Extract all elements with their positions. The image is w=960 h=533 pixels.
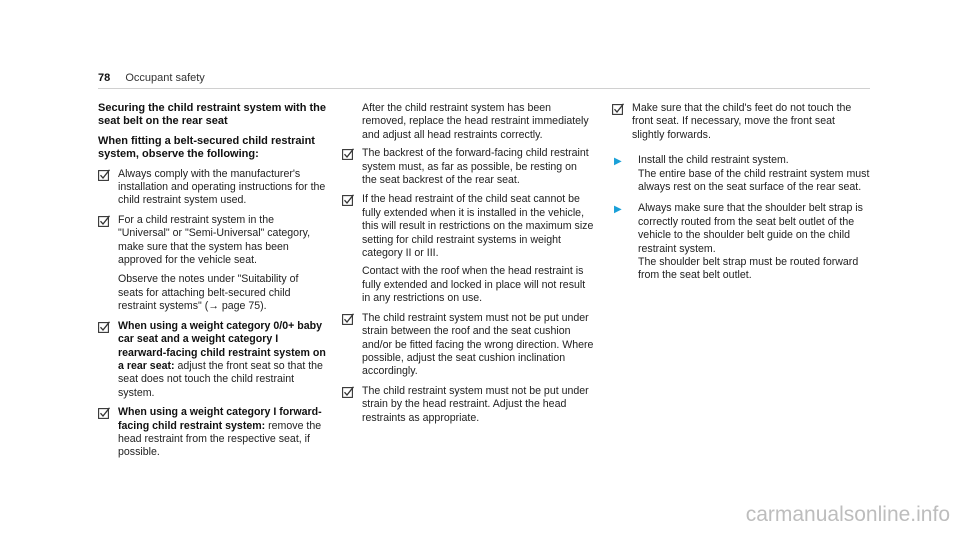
cross-reference-note[interactable]: Observe the notes under "Suitability of seats for attaching belt-secured child restraint systems" (→ page 75). bbox=[118, 273, 299, 313]
checkbox-check-icon bbox=[342, 193, 362, 305]
instruction-step bbox=[612, 202, 870, 282]
checkbox-check-icon bbox=[342, 385, 362, 425]
checklist-item bbox=[342, 193, 594, 305]
step-body bbox=[638, 202, 870, 282]
section-heading: Securing the child restraint system with the seat belt on the rear seat bbox=[98, 102, 326, 128]
checklist-extra: Contact with the roof when the head restraint is fully extended and locked in place will not result in any restrictions on use. bbox=[362, 265, 586, 305]
checklist-text: The child restraint system must not be put under strain by the head restraint. Adjust the head restraints as appropriate. bbox=[362, 384, 589, 424]
page-header bbox=[98, 72, 205, 84]
checklist-text: Make sure that the child's feet do not touch the front seat. If necessary, move the front seat slightly forwards. bbox=[632, 102, 852, 141]
checklist-item bbox=[98, 320, 326, 400]
checklist-text bbox=[118, 406, 326, 460]
checklist-bold-title: When using a weight category I forward-facing child restraint system: bbox=[118, 406, 322, 432]
column-3 bbox=[612, 102, 870, 291]
step-arrow-icon: ▶ bbox=[614, 156, 622, 168]
checklist-item bbox=[342, 147, 594, 187]
checklist-text: The backrest of the forward-facing child restraint system must, as far as possible, be resting on the seat backrest of the rear seat. bbox=[362, 147, 589, 187]
checklist-text: The child restraint system must not be put under strain between the roof and the seat cushion and/or be fitted facing the wrong direction. Where possible, adjust the seat cushion inclination accordingly. bbox=[362, 311, 594, 378]
section-title: Occupant safety bbox=[125, 72, 205, 84]
watermark: carmanualsonline.info bbox=[745, 503, 950, 526]
checklist-text: If the head restraint of the child seat cannot be fully extended when it is installed in the vehicle, this will result in restrictions on the maximum size setting for child restraint systems in weight category II or III. bbox=[362, 193, 594, 260]
step-text: Install the child restraint system. bbox=[638, 154, 789, 167]
checklist-item bbox=[98, 406, 326, 460]
column-1 bbox=[98, 102, 326, 466]
checklist-bold-title: When using a weight category 0/0+ baby car seat and a weight category I rearward-facing child restraint system on a rear seat: bbox=[118, 319, 326, 372]
step-detail: The entire base of the child restraint system must always rest on the seat surface of the rear seat. bbox=[638, 167, 870, 194]
header-divider bbox=[98, 88, 870, 89]
checkbox-check-icon bbox=[342, 312, 362, 379]
checklist-text bbox=[118, 320, 326, 400]
intro-paragraph: After the child restraint system has been removed, replace the head restraint immediately and adjust all head restraints correctly. bbox=[362, 102, 589, 141]
checkbox-check-icon bbox=[98, 320, 118, 400]
column-2 bbox=[342, 102, 594, 431]
step-body bbox=[638, 154, 870, 194]
checklist-body bbox=[362, 193, 594, 305]
checklist-item bbox=[612, 102, 870, 142]
checklist-item bbox=[342, 312, 594, 379]
checklist-text: For a child restraint system in the "Universal" or "Semi-Universal" category, make sure that the system has been approved for the vehicle seat. bbox=[118, 213, 311, 267]
checkbox-check-icon bbox=[342, 147, 362, 187]
checklist-item bbox=[342, 385, 594, 425]
checklist-item bbox=[98, 168, 326, 208]
page-number: 78 bbox=[98, 72, 111, 84]
checkbox-check-icon bbox=[98, 168, 118, 208]
checkbox-check-icon bbox=[612, 102, 632, 142]
checklist-item bbox=[98, 214, 326, 268]
step-detail: The shoulder belt strap must be routed forward from the seat belt outlet. bbox=[638, 256, 859, 282]
step-text: Always make sure that the shoulder belt strap is correctly routed from the seat belt outlet of the vehicle to the shoulder belt guide on the child restraint system. bbox=[638, 202, 863, 255]
step-arrow-icon: ▶ bbox=[614, 204, 622, 216]
checkbox-check-icon bbox=[98, 406, 118, 460]
instruction-step bbox=[612, 154, 870, 194]
checkbox-check-icon bbox=[98, 214, 118, 268]
section-subheading: When fitting a belt-secured child restraint system, observe the following: bbox=[98, 134, 315, 161]
checklist-detail: adjust the front seat so that the seat does not touch the child restraint system. bbox=[118, 359, 323, 399]
checklist-detail: remove the head restraint from the respective seat, if possible. bbox=[118, 419, 322, 459]
checklist-text: Always comply with the manufacturer's installation and operating instructions for the child restraint system used. bbox=[118, 167, 326, 207]
